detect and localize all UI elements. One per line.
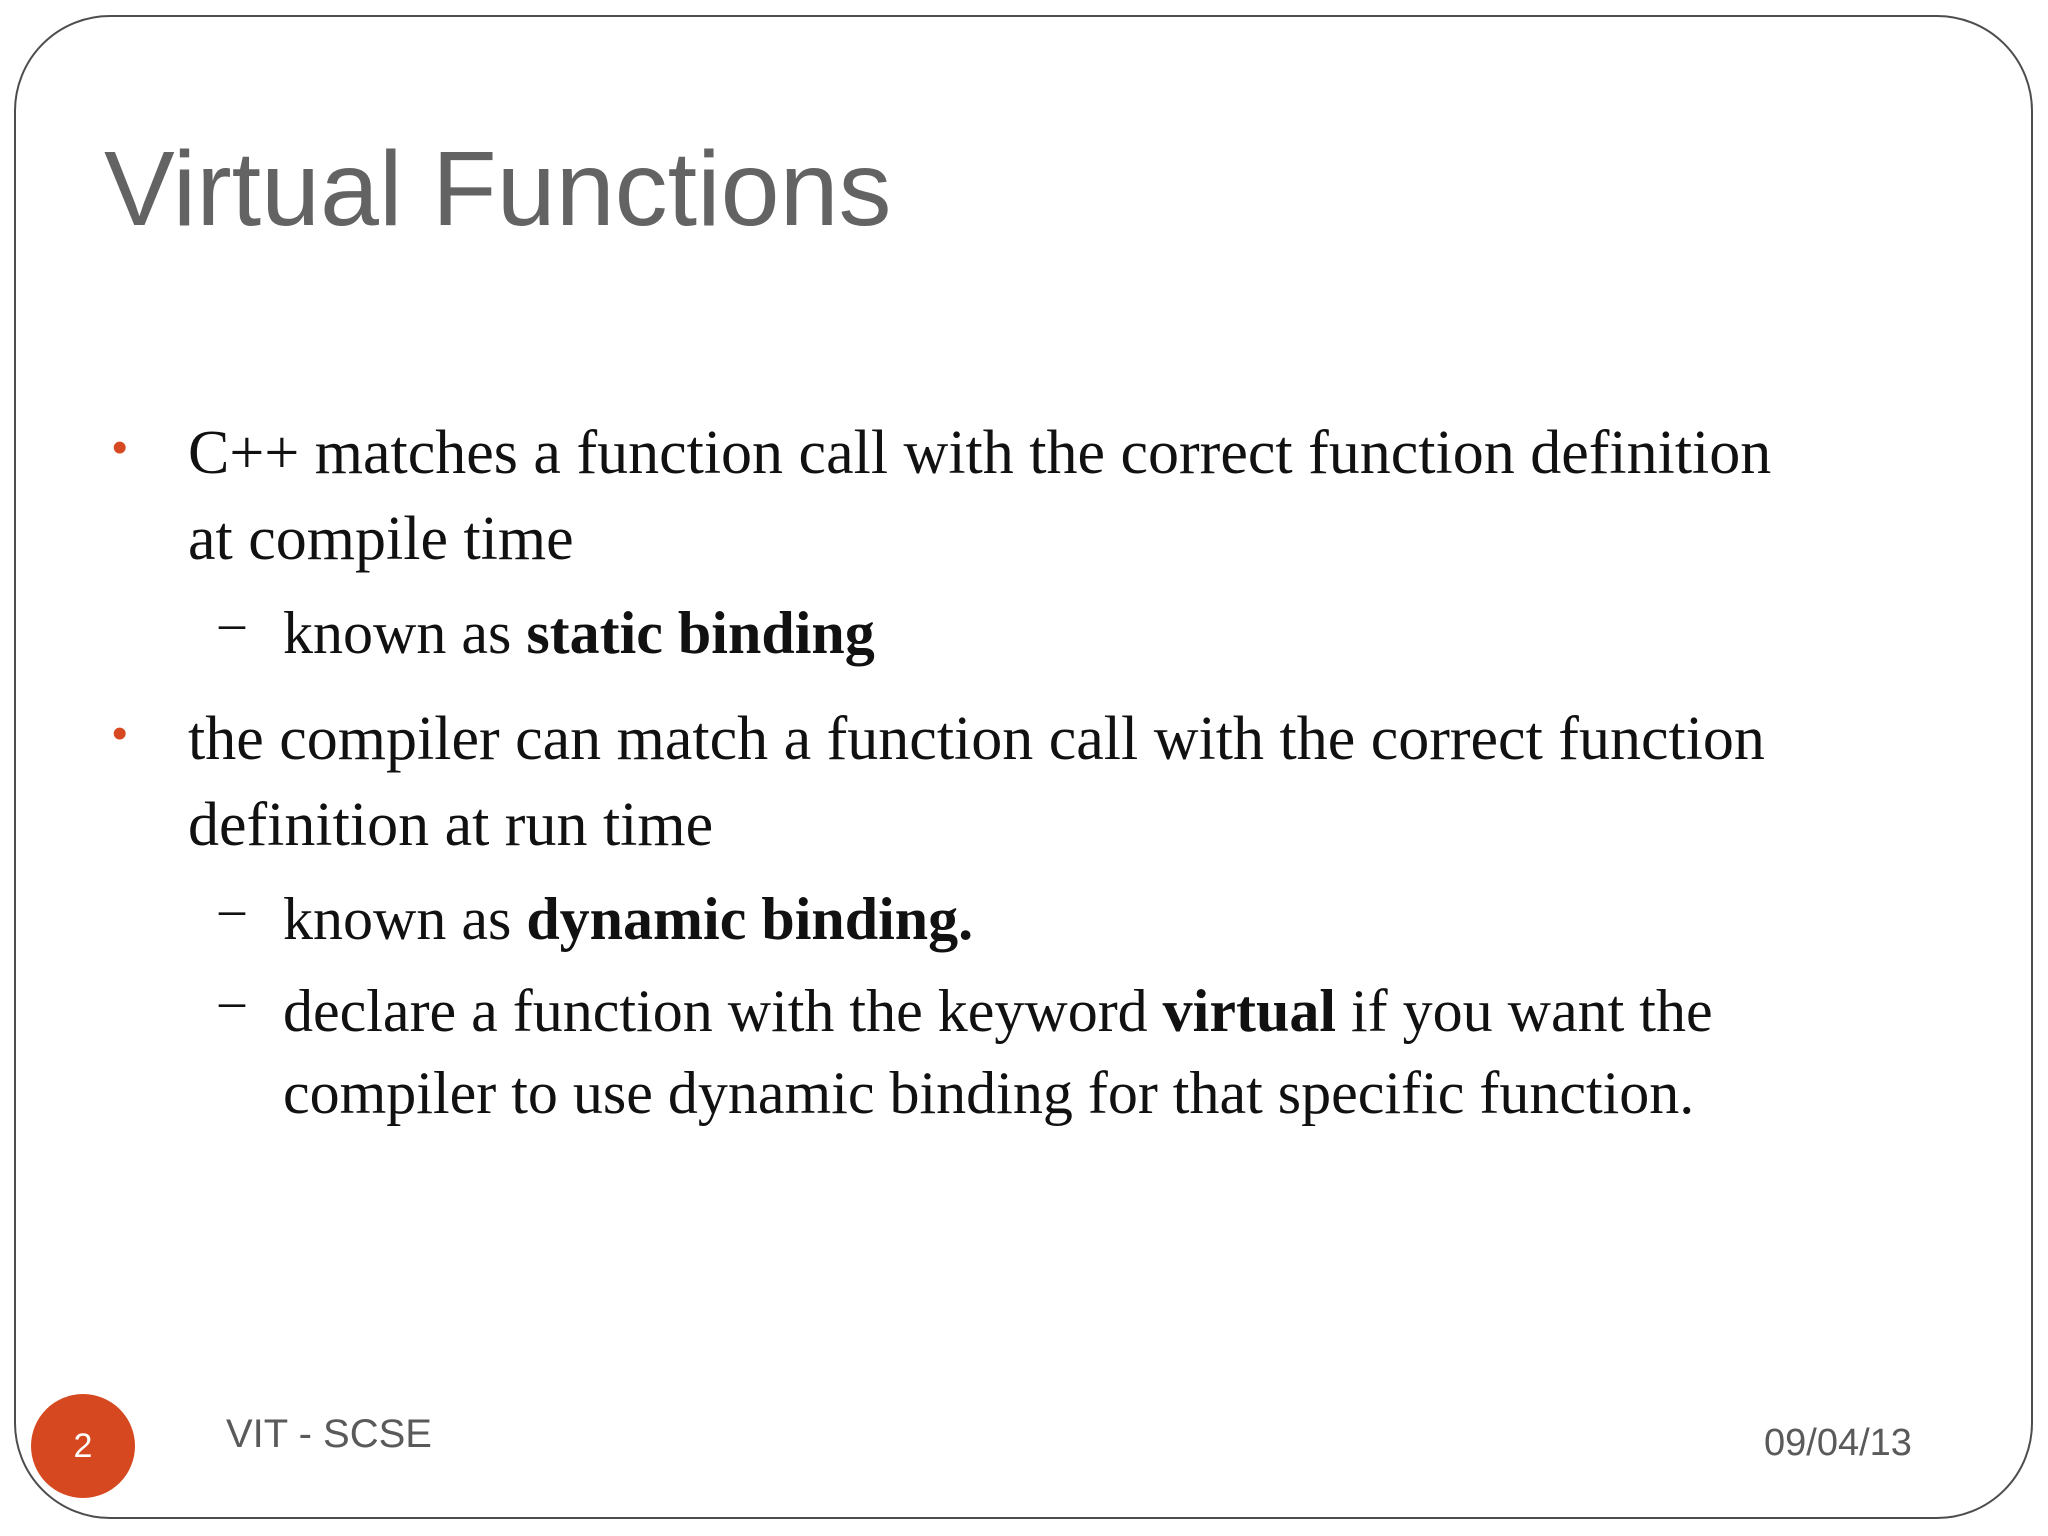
subitem-2-2-emphasis: virtual — [1162, 978, 1336, 1044]
subitem-2-1-emphasis: dynamic binding. — [526, 886, 974, 952]
subitem-2-1-text: known as — [283, 886, 527, 952]
subitem-2-1-marker: – — [219, 881, 245, 938]
bullet-1-marker: • — [112, 423, 128, 472]
subitem-1-1-marker: – — [219, 595, 245, 652]
slide-title: Virtual Functions — [104, 130, 892, 248]
subitem-2-2-suffix: if you want the — [1336, 978, 1713, 1044]
bullet-1-line-1: C++ matches a function call with the correct function definition — [188, 419, 1772, 487]
subitem-1-1-text: known as — [283, 600, 527, 666]
footer-organization: VIT - SCSE — [226, 1412, 432, 1456]
bullet-2-line-2: definition at run time — [188, 791, 714, 859]
slide-number-badge: 2 — [31, 1394, 135, 1498]
bullet-2-line-1: the compiler can match a function call with the correct function — [188, 705, 1765, 773]
subitem-1-1 — [283, 592, 875, 674]
subitem-2-2-line-2: compiler to use dynamic binding for that specific function. — [283, 1060, 1695, 1126]
footer-date: 09/04/13 — [1764, 1422, 1912, 1464]
subitem-2-1 — [283, 878, 973, 960]
subitem-1-1-emphasis: static binding — [526, 600, 875, 666]
bullet-2-marker: • — [112, 709, 128, 758]
subitem-2-2-marker: – — [219, 973, 245, 1030]
bullet-1-line-2: at compile time — [188, 505, 574, 573]
subitem-2-2-line-1 — [283, 970, 1713, 1052]
subitem-2-2-text: declare a function with the keyword — [283, 978, 1163, 1044]
